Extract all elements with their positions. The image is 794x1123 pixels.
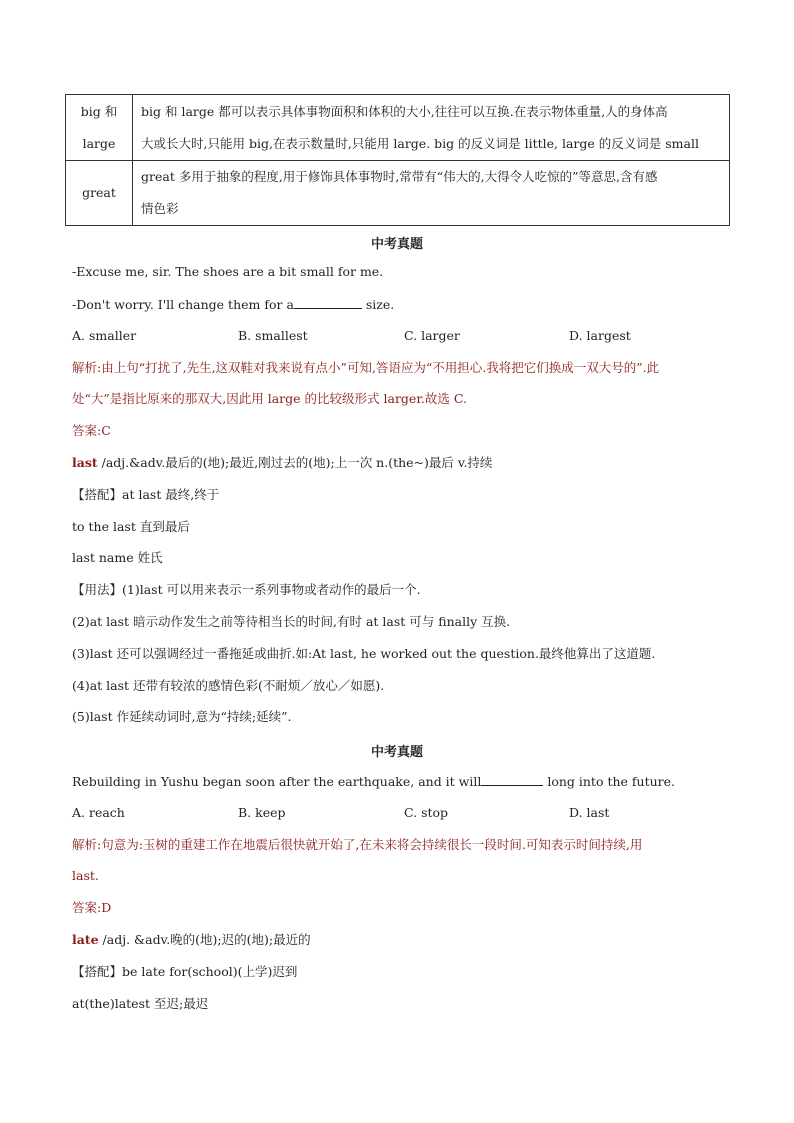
explanation-line: great 多用于抽象的程度,用于修饰具体事物时,常带有“伟大的,大得令人吃惊的”等意思,含有感 [141, 169, 658, 184]
question-text: long into the future. [543, 774, 675, 789]
explanation-line: 大或长大时,只能用 big,在表示数量时,只能用 large. big 的反义词是 little, large 的反义词是 small [141, 135, 699, 151]
collocation-line: at(the)latest 至迟;最迟 [72, 996, 209, 1011]
analysis-text: last. [72, 868, 99, 883]
option-a: A. reach [72, 805, 125, 820]
table-row [66, 95, 730, 161]
headword: last [72, 455, 98, 470]
collocation-line: to the last 直到最后 [72, 519, 190, 534]
answer-text: 答案:C [72, 423, 111, 438]
definition: /adj. &adv.晚的(地);迟的(地);最近的 [98, 932, 311, 947]
question-line [72, 773, 675, 790]
question-text: size. [361, 297, 395, 312]
answer-blank [294, 296, 362, 309]
table-term-cell: big 和 large [66, 95, 133, 161]
option-d: D. last [569, 805, 610, 820]
usage-line: (5)last 作延续动词时,意为“持续;延续”. [72, 709, 292, 724]
answer-text: 答案:D [72, 900, 112, 915]
question-text: -Don't worry. I'll change them for a [72, 297, 294, 312]
usage-line: 【用法】(1)last 可以用来表示一系列事物或者动作的最后一个. [72, 582, 421, 597]
answer-blank [481, 773, 543, 786]
section-heading: 中考真题 [370, 745, 423, 760]
table-row [66, 161, 730, 226]
option-b: B. keep [238, 805, 286, 820]
analysis-text: 处“大”是指比原来的那双大,因此用 large 的比较级形式 larger.故选 C. [72, 391, 467, 406]
section-heading: 中考真题 [370, 237, 423, 252]
option-c: C. stop [404, 805, 449, 820]
table-term-cell: great [66, 161, 133, 226]
question-line [72, 296, 394, 313]
usage-line: (3)last 还可以强调经过一番拖延或曲折.如:At last, he worked out the question.最终他算出了这道题. [72, 646, 656, 661]
comparison-table [65, 94, 730, 226]
collocation-line: 【搭配】at last 最终,终于 [72, 487, 220, 502]
table-explanation-cell [133, 95, 730, 161]
vocab-entry-last [72, 455, 492, 471]
analysis-text: 解析:由上句“打扰了,先生,这双鞋对我来说有点小”可知,答语应为“不用担心.我将把它们换成一双大号的”.此 [72, 360, 660, 375]
question-text: Rebuilding in Yushu began soon after the earthquake, and it will [72, 774, 482, 789]
question-line: -Excuse me, sir. The shoes are a bit small for me. [72, 264, 384, 279]
definition: /adj.&adv.最后的(地);最近,刚过去的(地);上一次 n.(the~)最后 v.持续 [97, 455, 493, 470]
table-explanation-cell [133, 161, 730, 226]
analysis-text: 解析:句意为:玉树的重建工作在地震后很快就开始了,在未来将会持续很长一段时间.可知表示时间持续,用 [72, 837, 643, 852]
option-d: D. largest [569, 328, 631, 343]
usage-line: (2)at last 暗示动作发生之前等待相当长的时间,有时 at last 可与 finally 互换. [72, 614, 511, 629]
headword: late [72, 932, 99, 947]
usage-line: (4)at last 还带有较浓的感情色彩(不耐烦／放心／如愿). [72, 678, 385, 693]
option-b: B. smallest [238, 328, 308, 343]
option-c: C. larger [404, 328, 460, 343]
collocation-line: last name 姓氏 [72, 550, 163, 565]
collocation-line: 【搭配】be late for(school)(上学)迟到 [72, 964, 298, 979]
vocab-entry-late [72, 932, 311, 948]
explanation-line: 情色彩 [141, 201, 179, 216]
explanation-line: big 和 large 都可以表示具体事物面积和体积的大小,往往可以互换.在表示物体重量,人的身体高 [141, 103, 668, 119]
option-a: A. smaller [72, 328, 137, 343]
